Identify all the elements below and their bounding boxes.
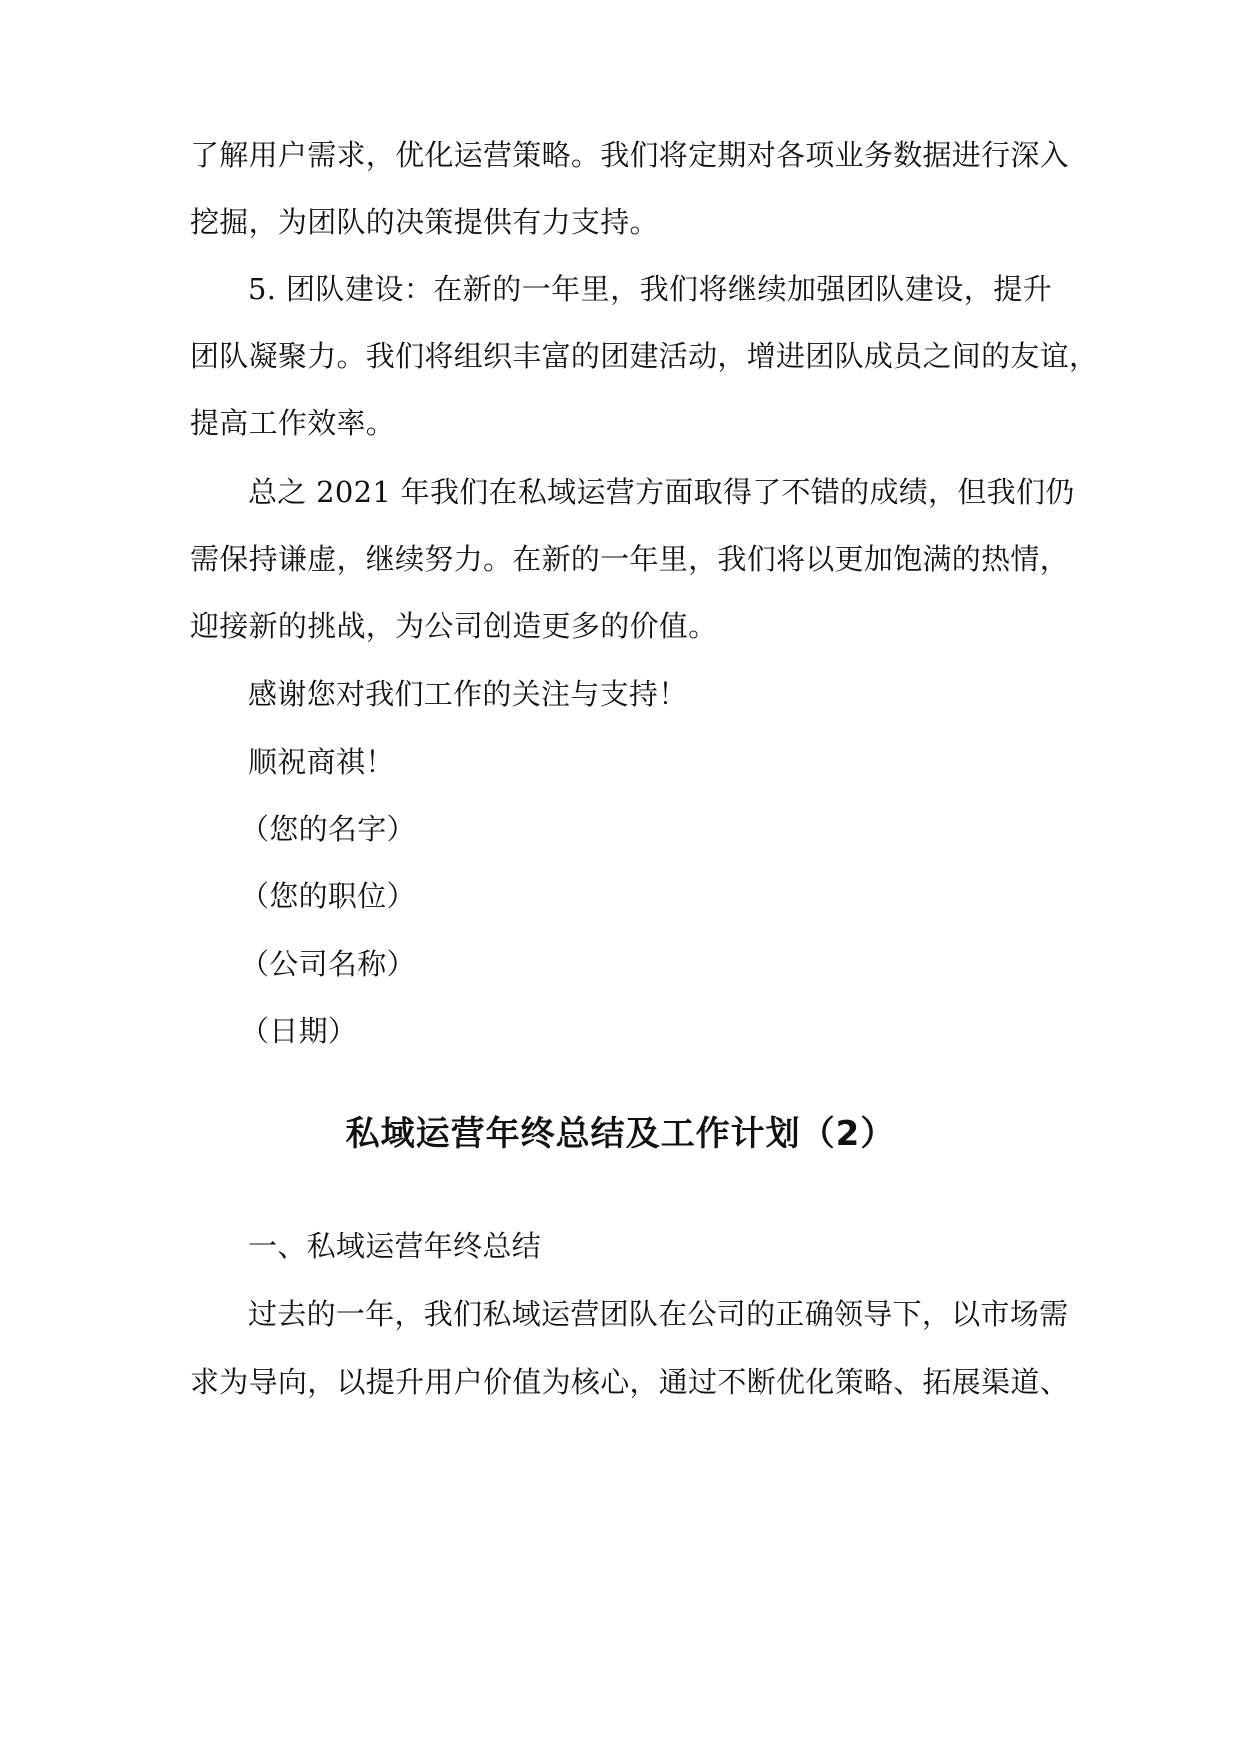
paragraph-line: 求为导向，以提升用户价值为核心，通过不断优化策略、拓展渠道、 [190,1365,1070,1399]
signature-date: （日期） [240,1014,358,1048]
paragraph-line: 总之 2021 年我们在私域运营方面取得了不错的成绩，但我们仍 [248,475,1075,509]
paragraph-line: 需保持谦虚，继续努力。在新的一年里，我们将以更加饱满的热情， [190,542,1070,576]
closing-line: 感谢您对我们工作的关注与支持！ [248,677,688,711]
paragraph-line: 了解用户需求，优化运营策略。我们将定期对各项业务数据进行深入 [190,138,1070,172]
signature-position: （您的职位） [240,879,416,913]
paragraph-line: 过去的一年，我们私域运营团队在公司的正确领导下，以市场需 [248,1297,1069,1331]
paragraph-line: 挖掘，为团队的决策提供有力支持。 [190,205,659,239]
section-heading: 一、私域运营年终总结 [248,1229,542,1263]
signature-company: （公司名称） [240,947,416,981]
document-title: 私域运营年终总结及工作计划（2） [345,1114,896,1154]
paragraph-line: 迎接新的挑战，为公司创造更多的价值。 [190,609,718,643]
paragraph-line: 团队凝聚力。我们将组织丰富的团建活动，增进团队成员之间的友谊， [190,339,1099,373]
salutation-line: 顺祝商祺！ [248,745,395,779]
paragraph-line: 5. 团队建设：在新的一年里，我们将继续加强团队建设，提升 [248,272,1052,306]
paragraph-line: 提高工作效率。 [190,406,396,440]
signature-name: （您的名字） [240,812,416,846]
